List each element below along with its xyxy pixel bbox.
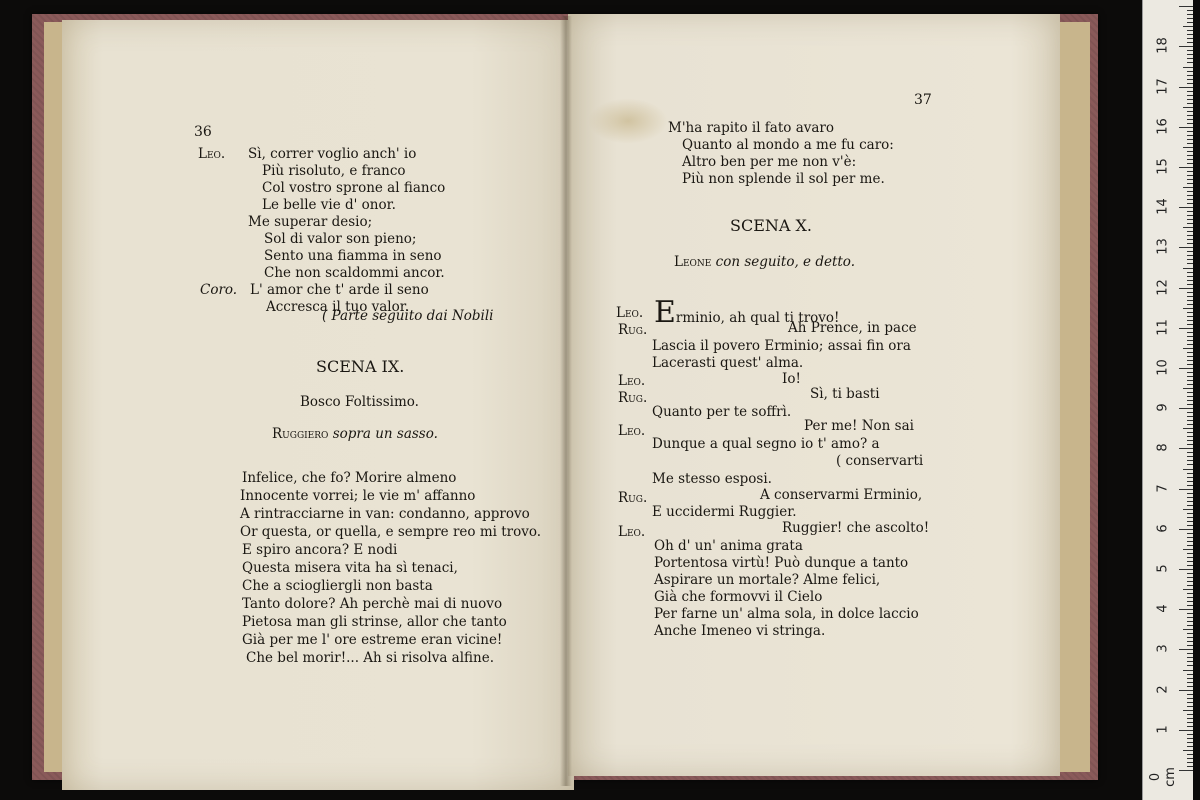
ruler-tick <box>1187 131 1193 132</box>
ruler-tick <box>1187 332 1193 333</box>
ruler-tick <box>1179 489 1193 490</box>
ruler-tick <box>1187 762 1193 763</box>
ruler-tick <box>1187 79 1193 80</box>
dialogue-line: Quanto per te soffrì. <box>652 404 792 420</box>
ruler-tick <box>1187 617 1193 618</box>
ruler-tick <box>1183 26 1193 27</box>
speaker-leo: Leo. <box>618 423 646 439</box>
ruler-tick <box>1183 227 1193 228</box>
ruler-tick <box>1187 191 1193 192</box>
ruler-tick <box>1187 734 1193 735</box>
ruler-tick <box>1187 203 1193 204</box>
ruler-tick <box>1179 247 1193 248</box>
ruler-tick <box>1183 348 1193 349</box>
measurement-ruler <box>1142 0 1193 800</box>
ruler-label: 16 <box>1155 118 1171 135</box>
ruler-tick <box>1187 392 1193 393</box>
verse-line: L' amor che t' arde il seno <box>250 282 429 298</box>
ruler-label: 18 <box>1155 37 1171 55</box>
ruler-tick <box>1187 259 1193 260</box>
ruler-tick <box>1187 336 1193 337</box>
ruler-tick <box>1183 750 1193 751</box>
ruler-tick <box>1187 50 1193 51</box>
speaker-leo: Leo. <box>618 524 646 540</box>
ruler-tick <box>1187 71 1193 72</box>
ruler-tick <box>1187 702 1193 703</box>
ruler-tick <box>1187 424 1193 425</box>
ruler-tick <box>1187 517 1193 518</box>
ruler-tick <box>1187 625 1193 626</box>
ruler-label: 2 <box>1155 684 1171 694</box>
ruler-label: 12 <box>1155 278 1171 296</box>
ruler-tick <box>1187 400 1193 401</box>
ruler-tick <box>1179 46 1193 47</box>
ruler-tick <box>1187 316 1193 317</box>
ruler-tick <box>1187 460 1193 461</box>
ruler-tick <box>1187 219 1193 220</box>
ruler-tick <box>1187 698 1193 699</box>
ruler-tick <box>1187 396 1193 397</box>
dialogue-line: Ah Prence, in pace <box>788 320 917 336</box>
ruler-tick <box>1187 223 1193 224</box>
ruler-tick <box>1187 376 1193 377</box>
ruler-tick <box>1187 62 1193 63</box>
dialogue-line: Per farne un' alma sola, in dolce laccio <box>654 606 919 622</box>
ruler-tick <box>1183 268 1193 269</box>
ruler-tick <box>1187 653 1193 654</box>
ruler-tick <box>1187 292 1193 293</box>
ruler-label: 11 <box>1155 319 1171 336</box>
ruler-tick <box>1187 324 1193 325</box>
ruler-tick <box>1179 328 1193 329</box>
ruler-tick <box>1179 408 1193 409</box>
ruler-label: 6 <box>1155 524 1171 533</box>
ruler-tick <box>1179 207 1193 208</box>
ruler-tick <box>1183 710 1193 711</box>
book-gutter <box>560 16 572 786</box>
monologue-line: Innocente vorrei; le vie m' affanno <box>240 488 476 504</box>
ruler-tick <box>1187 159 1193 160</box>
ruler-tick <box>1187 597 1193 598</box>
ruler-tick <box>1187 276 1193 277</box>
ruler-tick <box>1187 464 1193 465</box>
ruler-tick <box>1187 255 1193 256</box>
speaker-leo: Leo. <box>616 305 644 321</box>
ruler-tick <box>1187 601 1193 602</box>
ruler-label: 4 <box>1155 604 1171 613</box>
ruler-tick <box>1187 14 1193 15</box>
ruler-tick <box>1183 509 1193 510</box>
ruler-tick <box>1187 284 1193 285</box>
ruler-tick <box>1187 135 1193 136</box>
speaker-leo: Leo. <box>198 146 226 162</box>
ruler-tick <box>1187 384 1193 385</box>
ruler-tick <box>1183 107 1193 108</box>
dialogue-line: Oh d' un' anima grata <box>654 538 803 554</box>
ruler-tick <box>1187 42 1193 43</box>
ruler-tick <box>1183 670 1193 671</box>
ruler-tick <box>1187 473 1193 474</box>
ruler-tick <box>1187 175 1193 176</box>
page-number-right: 37 <box>914 92 932 108</box>
ruler-tick <box>1187 420 1193 421</box>
verse-line: Quanto al mondo a me fu caro: <box>682 137 894 153</box>
ruler-tick <box>1187 115 1193 116</box>
ruler-tick <box>1187 633 1193 634</box>
ruler-tick <box>1187 742 1193 743</box>
ruler-tick <box>1187 444 1193 445</box>
ruler-tick <box>1187 432 1193 433</box>
monologue-line: Infelice, che fo? Morire almeno <box>242 470 457 486</box>
ruler-tick <box>1187 573 1193 574</box>
ruler-tick <box>1187 416 1193 417</box>
ruler-tick <box>1187 195 1193 196</box>
ruler-label: 15 <box>1155 158 1171 175</box>
verse-line: Sento una fiamma in seno <box>264 248 442 264</box>
stage-direction-text: sopra un sasso. <box>332 426 438 442</box>
dialogue-line: Portentosa virtù! Può dunque a tanto <box>654 555 909 571</box>
ruler-tick <box>1187 436 1193 437</box>
ruler-tick <box>1187 674 1193 675</box>
verse-line: Che non scaldommi ancor. <box>264 265 445 281</box>
ruler-tick <box>1187 352 1193 353</box>
monologue-line: Già per me l' ore estreme eran vicine! <box>242 632 503 648</box>
monologue-line: Questa misera vita ha sì tenaci, <box>242 560 458 576</box>
ruler-tick <box>1187 151 1193 152</box>
ruler-tick <box>1179 569 1193 570</box>
ruler-tick <box>1187 485 1193 486</box>
ruler-tick <box>1179 167 1193 168</box>
stage-direction-text: con seguito, e detto. <box>715 254 855 270</box>
dialogue-line: Lacerasti quest' alma. <box>652 355 804 371</box>
scene-setting: Bosco Foltissimo. <box>300 394 419 410</box>
ruler-tick <box>1187 103 1193 104</box>
dialogue-line: Sì, ti basti <box>810 386 880 402</box>
ruler-tick <box>1183 187 1193 188</box>
ruler-tick <box>1179 649 1193 650</box>
drop-cap: E <box>654 295 676 330</box>
verse-line: Accresca il tuo valor. <box>266 299 409 315</box>
dialogue-line: Me stesso esposi. <box>652 471 772 487</box>
ruler-tick <box>1187 585 1193 586</box>
speaker-rug: Rug. <box>618 390 648 406</box>
ruler-tick <box>1187 581 1193 582</box>
ruler-tick <box>1187 99 1193 100</box>
ruler-tick <box>1187 738 1193 739</box>
ruler-tick <box>1179 6 1193 7</box>
ruler-tick <box>1187 340 1193 341</box>
stage-direction <box>272 426 438 442</box>
ruler-label: 7 <box>1155 483 1171 493</box>
ruler-label: 0 cm <box>1148 767 1178 787</box>
ruler-tick <box>1187 119 1193 120</box>
ruler-tick <box>1187 541 1193 542</box>
ruler-tick <box>1187 537 1193 538</box>
ruler-tick <box>1187 525 1193 526</box>
ruler-tick <box>1187 746 1193 747</box>
ruler-tick <box>1187 139 1193 140</box>
ruler-tick <box>1179 770 1193 771</box>
ruler-tick <box>1179 127 1193 128</box>
ruler-tick <box>1187 163 1193 164</box>
ruler-tick <box>1187 657 1193 658</box>
ruler-tick <box>1183 589 1193 590</box>
ruler-tick <box>1187 501 1193 502</box>
dialogue-line: Dunque a qual segno io t' amo? a <box>652 436 880 452</box>
ruler-label: 14 <box>1155 198 1171 215</box>
ruler-tick <box>1187 665 1193 666</box>
ruler-tick <box>1187 637 1193 638</box>
ruler-tick <box>1179 730 1193 731</box>
ruler-tick <box>1187 714 1193 715</box>
ruler-tick <box>1187 123 1193 124</box>
ruler-tick <box>1187 239 1193 240</box>
ruler-tick <box>1187 155 1193 156</box>
dialogue-line: Lascia il povero Erminio; assai fin ora <box>652 338 911 354</box>
ruler-tick <box>1187 300 1193 301</box>
ruler-tick <box>1187 766 1193 767</box>
ruler-tick <box>1187 722 1193 723</box>
ruler-tick <box>1187 280 1193 281</box>
ruler-tick <box>1187 179 1193 180</box>
ruler-tick <box>1187 91 1193 92</box>
ruler-tick <box>1187 561 1193 562</box>
scene-title-x: SCENA X. <box>730 216 812 235</box>
ruler-tick <box>1187 111 1193 112</box>
verse-line: Me superar desio; <box>248 214 373 230</box>
ruler-tick <box>1187 38 1193 39</box>
ruler-tick <box>1187 243 1193 244</box>
monologue-line: Pietosa man gli strinse, allor che tanto <box>242 614 507 630</box>
ruler-tick <box>1179 529 1193 530</box>
ruler-tick <box>1187 682 1193 683</box>
ruler-label: 5 <box>1155 564 1171 573</box>
ruler-label: 8 <box>1155 443 1171 453</box>
page-number-left: 36 <box>194 124 212 140</box>
ruler-tick <box>1187 645 1193 646</box>
ruler-tick <box>1187 304 1193 305</box>
ruler-tick <box>1187 481 1193 482</box>
ruler-tick <box>1187 372 1193 373</box>
ruler-tick <box>1187 183 1193 184</box>
ruler-tick <box>1187 18 1193 19</box>
ruler-tick <box>1187 95 1193 96</box>
verse-line: M'ha rapito il fato avaro <box>668 120 834 136</box>
ruler-tick <box>1187 235 1193 236</box>
dialogue-text: rminio, ah qual ti trovo! <box>675 310 840 326</box>
ruler-tick <box>1187 505 1193 506</box>
dialogue-line: ( conservarti <box>836 453 924 469</box>
speaker-rug: Rug. <box>618 490 648 506</box>
dialogue-line: Aspirare un mortale? Alme felici, <box>654 572 881 588</box>
dialogue-line: Ruggier! che ascolto! <box>782 520 930 536</box>
speaker-rug: Rug. <box>618 322 648 338</box>
ruler-tick <box>1187 143 1193 144</box>
verse-line: Più non splende il sol per me. <box>682 171 885 187</box>
ruler-tick <box>1187 360 1193 361</box>
ruler-tick <box>1187 58 1193 59</box>
ruler-label: 17 <box>1155 77 1171 95</box>
ruler-tick <box>1187 320 1193 321</box>
ruler-tick <box>1187 30 1193 31</box>
ruler-tick <box>1183 388 1193 389</box>
stage-exit-direction: ( Parte seguito dai Nobili <box>322 308 494 324</box>
ruler-tick <box>1187 706 1193 707</box>
ruler-tick <box>1187 263 1193 264</box>
verse-line: Le belle vie d' onor. <box>262 197 396 213</box>
ruler-tick <box>1187 577 1193 578</box>
ruler-tick <box>1179 609 1193 610</box>
dialogue-line: A conservarmi Erminio, <box>760 487 923 503</box>
ruler-tick <box>1187 726 1193 727</box>
ruler-tick <box>1187 344 1193 345</box>
ruler-tick <box>1179 448 1193 449</box>
ruler-tick <box>1187 211 1193 212</box>
ruler-tick <box>1187 545 1193 546</box>
monologue-line: Tanto dolore? Ah perchè mai di nuovo <box>242 596 503 612</box>
ruler-tick <box>1187 83 1193 84</box>
ruler-tick <box>1187 661 1193 662</box>
dialogue-line: Per me! Non sai <box>804 418 914 434</box>
ruler-label: 10 <box>1155 359 1171 376</box>
dialogue-line: Già che formovvi il Cielo <box>654 589 823 605</box>
ruler-tick <box>1187 199 1193 200</box>
ruler-tick <box>1187 452 1193 453</box>
ruler-tick <box>1187 754 1193 755</box>
monologue-line: Che a sciogliergli non basta <box>242 578 433 594</box>
ruler-label: 3 <box>1155 644 1171 654</box>
monologue-line: Che bel morir!... Ah si risolva alfine. <box>246 650 495 666</box>
ruler-tick <box>1183 469 1193 470</box>
ruler-tick <box>1187 215 1193 216</box>
ruler-tick <box>1187 10 1193 11</box>
ruler-tick <box>1187 758 1193 759</box>
dialogue-line: Io! <box>782 371 801 387</box>
ruler-tick <box>1183 147 1193 148</box>
ruler-tick <box>1187 686 1193 687</box>
ruler-tick <box>1187 22 1193 23</box>
stage-direction-name: Leone <box>674 254 712 270</box>
ruler-tick <box>1187 296 1193 297</box>
ruler-tick <box>1179 690 1193 691</box>
ruler-tick <box>1187 477 1193 478</box>
ruler-tick <box>1187 404 1193 405</box>
dialogue-line: E uccidermi Ruggier. <box>652 504 797 520</box>
ruler-tick <box>1187 493 1193 494</box>
ruler-tick <box>1187 34 1193 35</box>
ruler-tick <box>1187 497 1193 498</box>
monologue-line: Or questa, or quella, e sempre reo mi trovo. <box>240 524 542 540</box>
ruler-tick <box>1187 605 1193 606</box>
ruler-tick <box>1187 513 1193 514</box>
ruler-tick <box>1187 364 1193 365</box>
ruler-tick <box>1187 521 1193 522</box>
scene-title-ix: SCENA IX. <box>316 357 405 376</box>
ruler-tick <box>1187 231 1193 232</box>
ruler-tick <box>1183 549 1193 550</box>
ruler-tick <box>1187 171 1193 172</box>
ruler-tick <box>1187 440 1193 441</box>
verse-line: Col vostro sprone al fianco <box>262 180 446 196</box>
ruler-tick <box>1187 593 1193 594</box>
ruler-tick <box>1187 694 1193 695</box>
verse-line: Sì, correr voglio anch' io <box>248 146 417 162</box>
ruler-tick <box>1187 718 1193 719</box>
ruler-tick <box>1183 428 1193 429</box>
monologue-line: E spiro ancora? E nodi <box>242 542 398 558</box>
ruler-label: 9 <box>1155 403 1171 412</box>
ruler-tick <box>1179 87 1193 88</box>
monologue-line: A rintracciarne in van: condanno, approvo <box>240 506 530 522</box>
ruler-tick <box>1183 629 1193 630</box>
ruler-tick <box>1187 613 1193 614</box>
ruler-tick <box>1179 288 1193 289</box>
speaker-leo: Leo. <box>618 373 646 389</box>
ruler-tick <box>1187 641 1193 642</box>
speaker-coro: Coro. <box>200 282 238 298</box>
ruler-tick <box>1183 67 1193 68</box>
ruler-tick <box>1187 565 1193 566</box>
ruler-tick <box>1187 678 1193 679</box>
verse-line: Più risoluto, e franco <box>262 163 406 179</box>
ruler-tick <box>1187 412 1193 413</box>
ruler-tick <box>1187 75 1193 76</box>
ruler-tick <box>1187 456 1193 457</box>
ruler-label: 13 <box>1155 238 1171 256</box>
ruler-tick <box>1187 54 1193 55</box>
ruler-tick <box>1187 356 1193 357</box>
stage-direction <box>674 254 855 270</box>
ruler-tick <box>1187 553 1193 554</box>
ruler-tick <box>1187 251 1193 252</box>
ruler-tick <box>1187 312 1193 313</box>
stage-direction-name: Ruggiero <box>272 426 329 442</box>
ruler-tick <box>1183 308 1193 309</box>
ruler-label: 1 <box>1155 725 1171 734</box>
ruler-tick <box>1179 368 1193 369</box>
dialogue-line: Anche Imeneo vi stringa. <box>654 623 826 639</box>
ruler-tick <box>1187 621 1193 622</box>
ruler-tick <box>1187 533 1193 534</box>
verse-line: Altro ben per me non v'è: <box>682 154 857 170</box>
ruler-tick <box>1187 272 1193 273</box>
ruler-tick <box>1187 380 1193 381</box>
ruler-tick <box>1187 557 1193 558</box>
verse-line: Sol di valor son pieno; <box>264 231 417 247</box>
foxing-stain <box>588 98 668 144</box>
